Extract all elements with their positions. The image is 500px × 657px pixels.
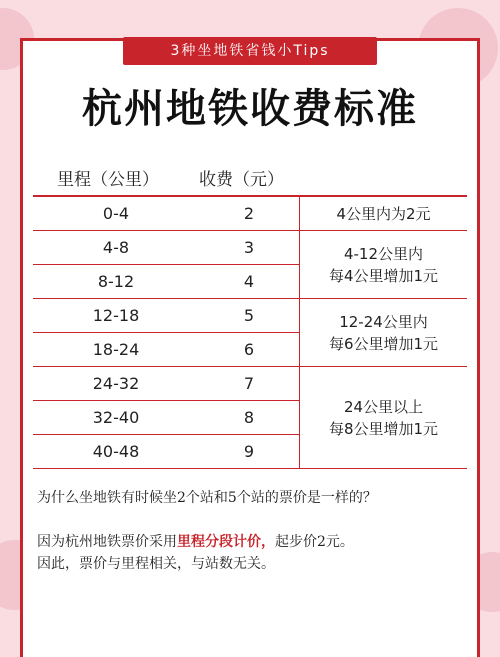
answer-highlight: 里程分段计价， <box>177 534 275 550</box>
rule-note <box>300 196 468 231</box>
rule-note-line: 24公里以上 <box>343 397 424 416</box>
table-header-row <box>33 159 467 196</box>
table-row <box>33 196 467 231</box>
distance-cell: 32-40 <box>33 401 199 435</box>
fee-cell: 3 <box>199 231 300 265</box>
fare-table <box>33 159 467 469</box>
distance-cell: 24-32 <box>33 367 199 401</box>
rule-note-line: 每4公里增加1元 <box>328 266 439 285</box>
distance-cell: 0-4 <box>33 196 199 231</box>
fare-card <box>20 38 480 657</box>
tips-banner: 3种坐地铁省钱小Tips <box>123 37 377 65</box>
page-title: 杭州地铁收费标准 <box>82 86 418 132</box>
answer-line2: 因此，票价与里程相关，与站数无关。 <box>37 556 275 572</box>
distance-cell: 4-8 <box>33 231 199 265</box>
fee-cell: 9 <box>199 435 300 469</box>
rule-note-line: 每6公里增加1元 <box>328 334 439 353</box>
rule-note-line: 每8公里增加1元 <box>328 419 439 438</box>
rule-note-line: 4公里内为2元 <box>336 204 431 223</box>
table-row <box>33 367 467 401</box>
answer-prefix: 因为杭州地铁票价采用 <box>37 534 177 550</box>
header-distance: 里程（公里） <box>33 159 199 196</box>
distance-cell: 40-48 <box>33 435 199 469</box>
faq-question: 为什么坐地铁有时候坐2个站和5个站的票价是一样的？ <box>37 490 377 506</box>
faq-answer <box>37 531 467 575</box>
answer-suffix: 起步价2元。 <box>275 534 354 550</box>
rule-note <box>300 299 468 367</box>
header-blank <box>300 159 468 196</box>
fee-cell: 6 <box>199 333 300 367</box>
fee-cell: 5 <box>199 299 300 333</box>
fee-cell: 7 <box>199 367 300 401</box>
table-row <box>33 299 467 333</box>
fee-cell: 2 <box>199 196 300 231</box>
rule-note-line: 12-24公里内 <box>339 312 428 331</box>
fee-cell: 8 <box>199 401 300 435</box>
distance-cell: 18-24 <box>33 333 199 367</box>
rule-note <box>300 231 468 299</box>
fee-cell: 4 <box>199 265 300 299</box>
table-row <box>33 231 467 265</box>
rule-note-line: 4-12公里内 <box>343 244 424 263</box>
distance-cell: 8-12 <box>33 265 199 299</box>
header-fee: 收费（元） <box>199 159 300 196</box>
rule-note <box>300 367 468 469</box>
distance-cell: 12-18 <box>33 299 199 333</box>
